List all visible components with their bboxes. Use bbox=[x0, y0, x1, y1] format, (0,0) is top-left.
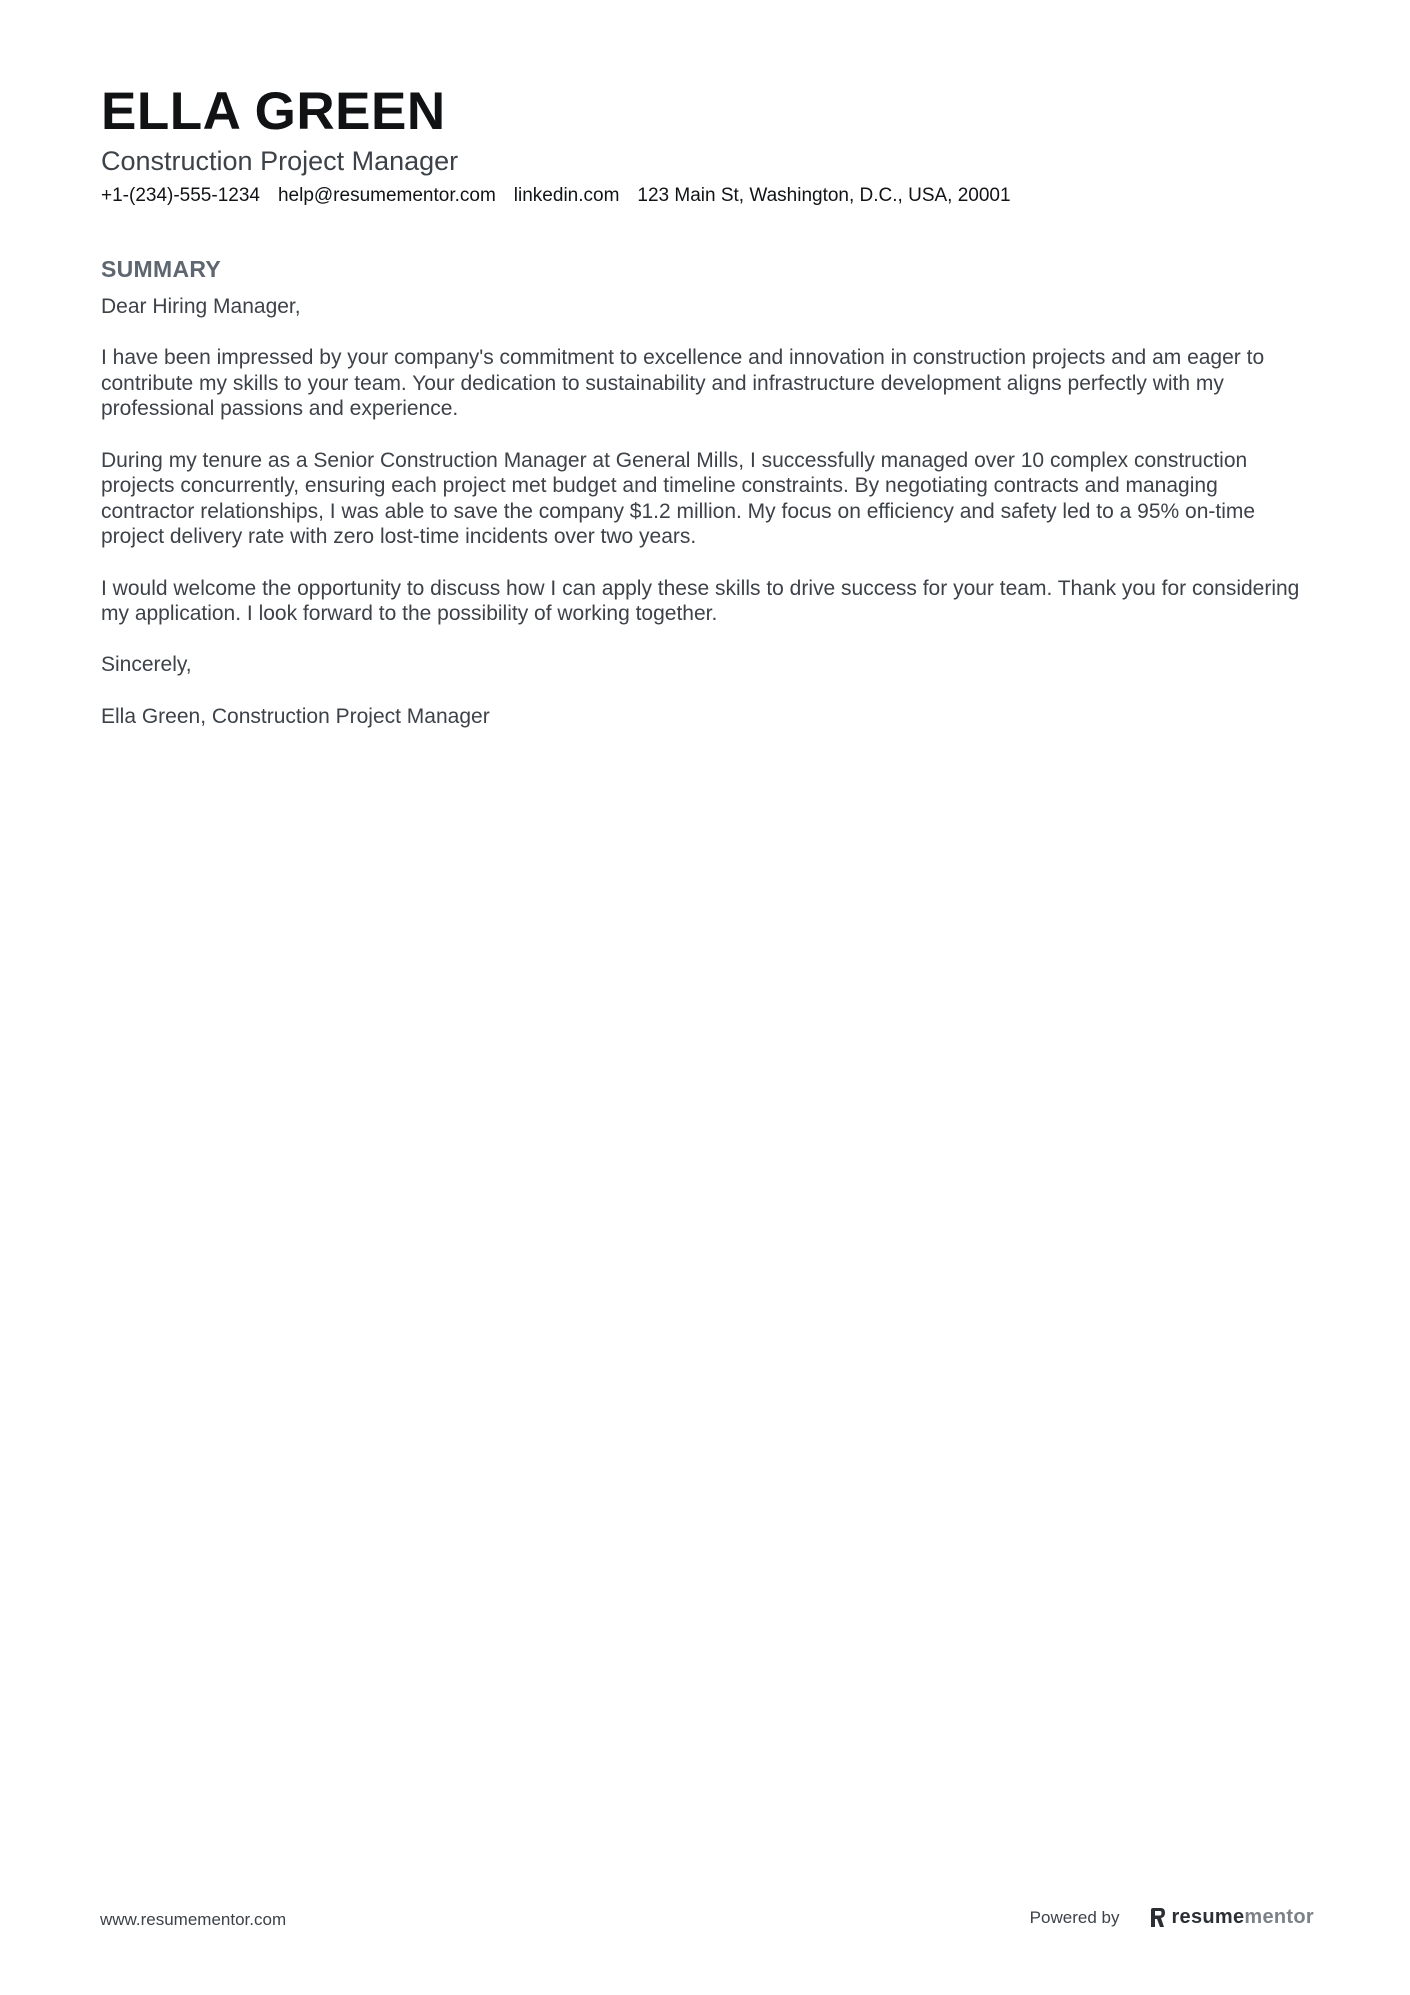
cover-letter bbox=[101, 80, 1313, 755]
resumementor-logo[interactable] bbox=[1149, 1906, 1314, 1929]
brand-text-resume: resume bbox=[1171, 1906, 1245, 1928]
job-title: Construction Project Manager bbox=[101, 146, 459, 176]
contact-info bbox=[101, 182, 1313, 210]
footer-website-link[interactable]: www.resumementor.com bbox=[100, 1910, 287, 1929]
contact-linkedin: linkedin.com bbox=[513, 185, 620, 206]
powered-by-label: Powered by bbox=[1029, 1907, 1120, 1927]
powered-by bbox=[1030, 1906, 1314, 1929]
letter-body bbox=[101, 294, 1313, 729]
letter-closing: Sincerely, bbox=[101, 653, 192, 677]
letter-paragraph: I would welcome the opportunity to discuss how I can apply these skills to drive success for your team. Thank you for considering my application. I look forward to the possibility of working together. bbox=[101, 576, 1300, 626]
contact-email: help@resumementor.com bbox=[277, 185, 496, 206]
letter-signature: Ella Green, Construction Project Manager bbox=[101, 704, 490, 728]
letter-paragraph: I have been impressed by your company's commitment to excellence and innovation in construction projects and am eager to contribute my skills to your team. Your dedication to sustainability and infrastructure development aligns perfectly with my professional passions and experience. bbox=[101, 346, 1265, 421]
resumementor-logo-icon bbox=[1149, 1907, 1167, 1929]
summary-heading: SUMMARY bbox=[101, 256, 222, 282]
page-footer bbox=[100, 1900, 1314, 1940]
letter-greeting: Dear Hiring Manager, bbox=[101, 295, 301, 318]
contact-phone: +1-(234)-555-1234 bbox=[101, 185, 260, 206]
letter-paragraph: During my tenure as a Senior Construction Manager at General Mills, I successfully managed over 10 complex construction projects concurrently, ensuring each project met budget and timeline constraints. By negotiating contracts and managing contractor relationships, I was able to save the company $1.2 million. My focus on efficiency and safety led to a 95% on-time project delivery rate with zero lost-time incidents over two years. bbox=[101, 448, 1256, 549]
contact-address: 123 Main St, Washington, D.C., USA, 20001 bbox=[637, 185, 1011, 206]
brand-text-mentor: mentor bbox=[1244, 1906, 1314, 1928]
candidate-name: ELLA GREEN bbox=[101, 82, 446, 141]
